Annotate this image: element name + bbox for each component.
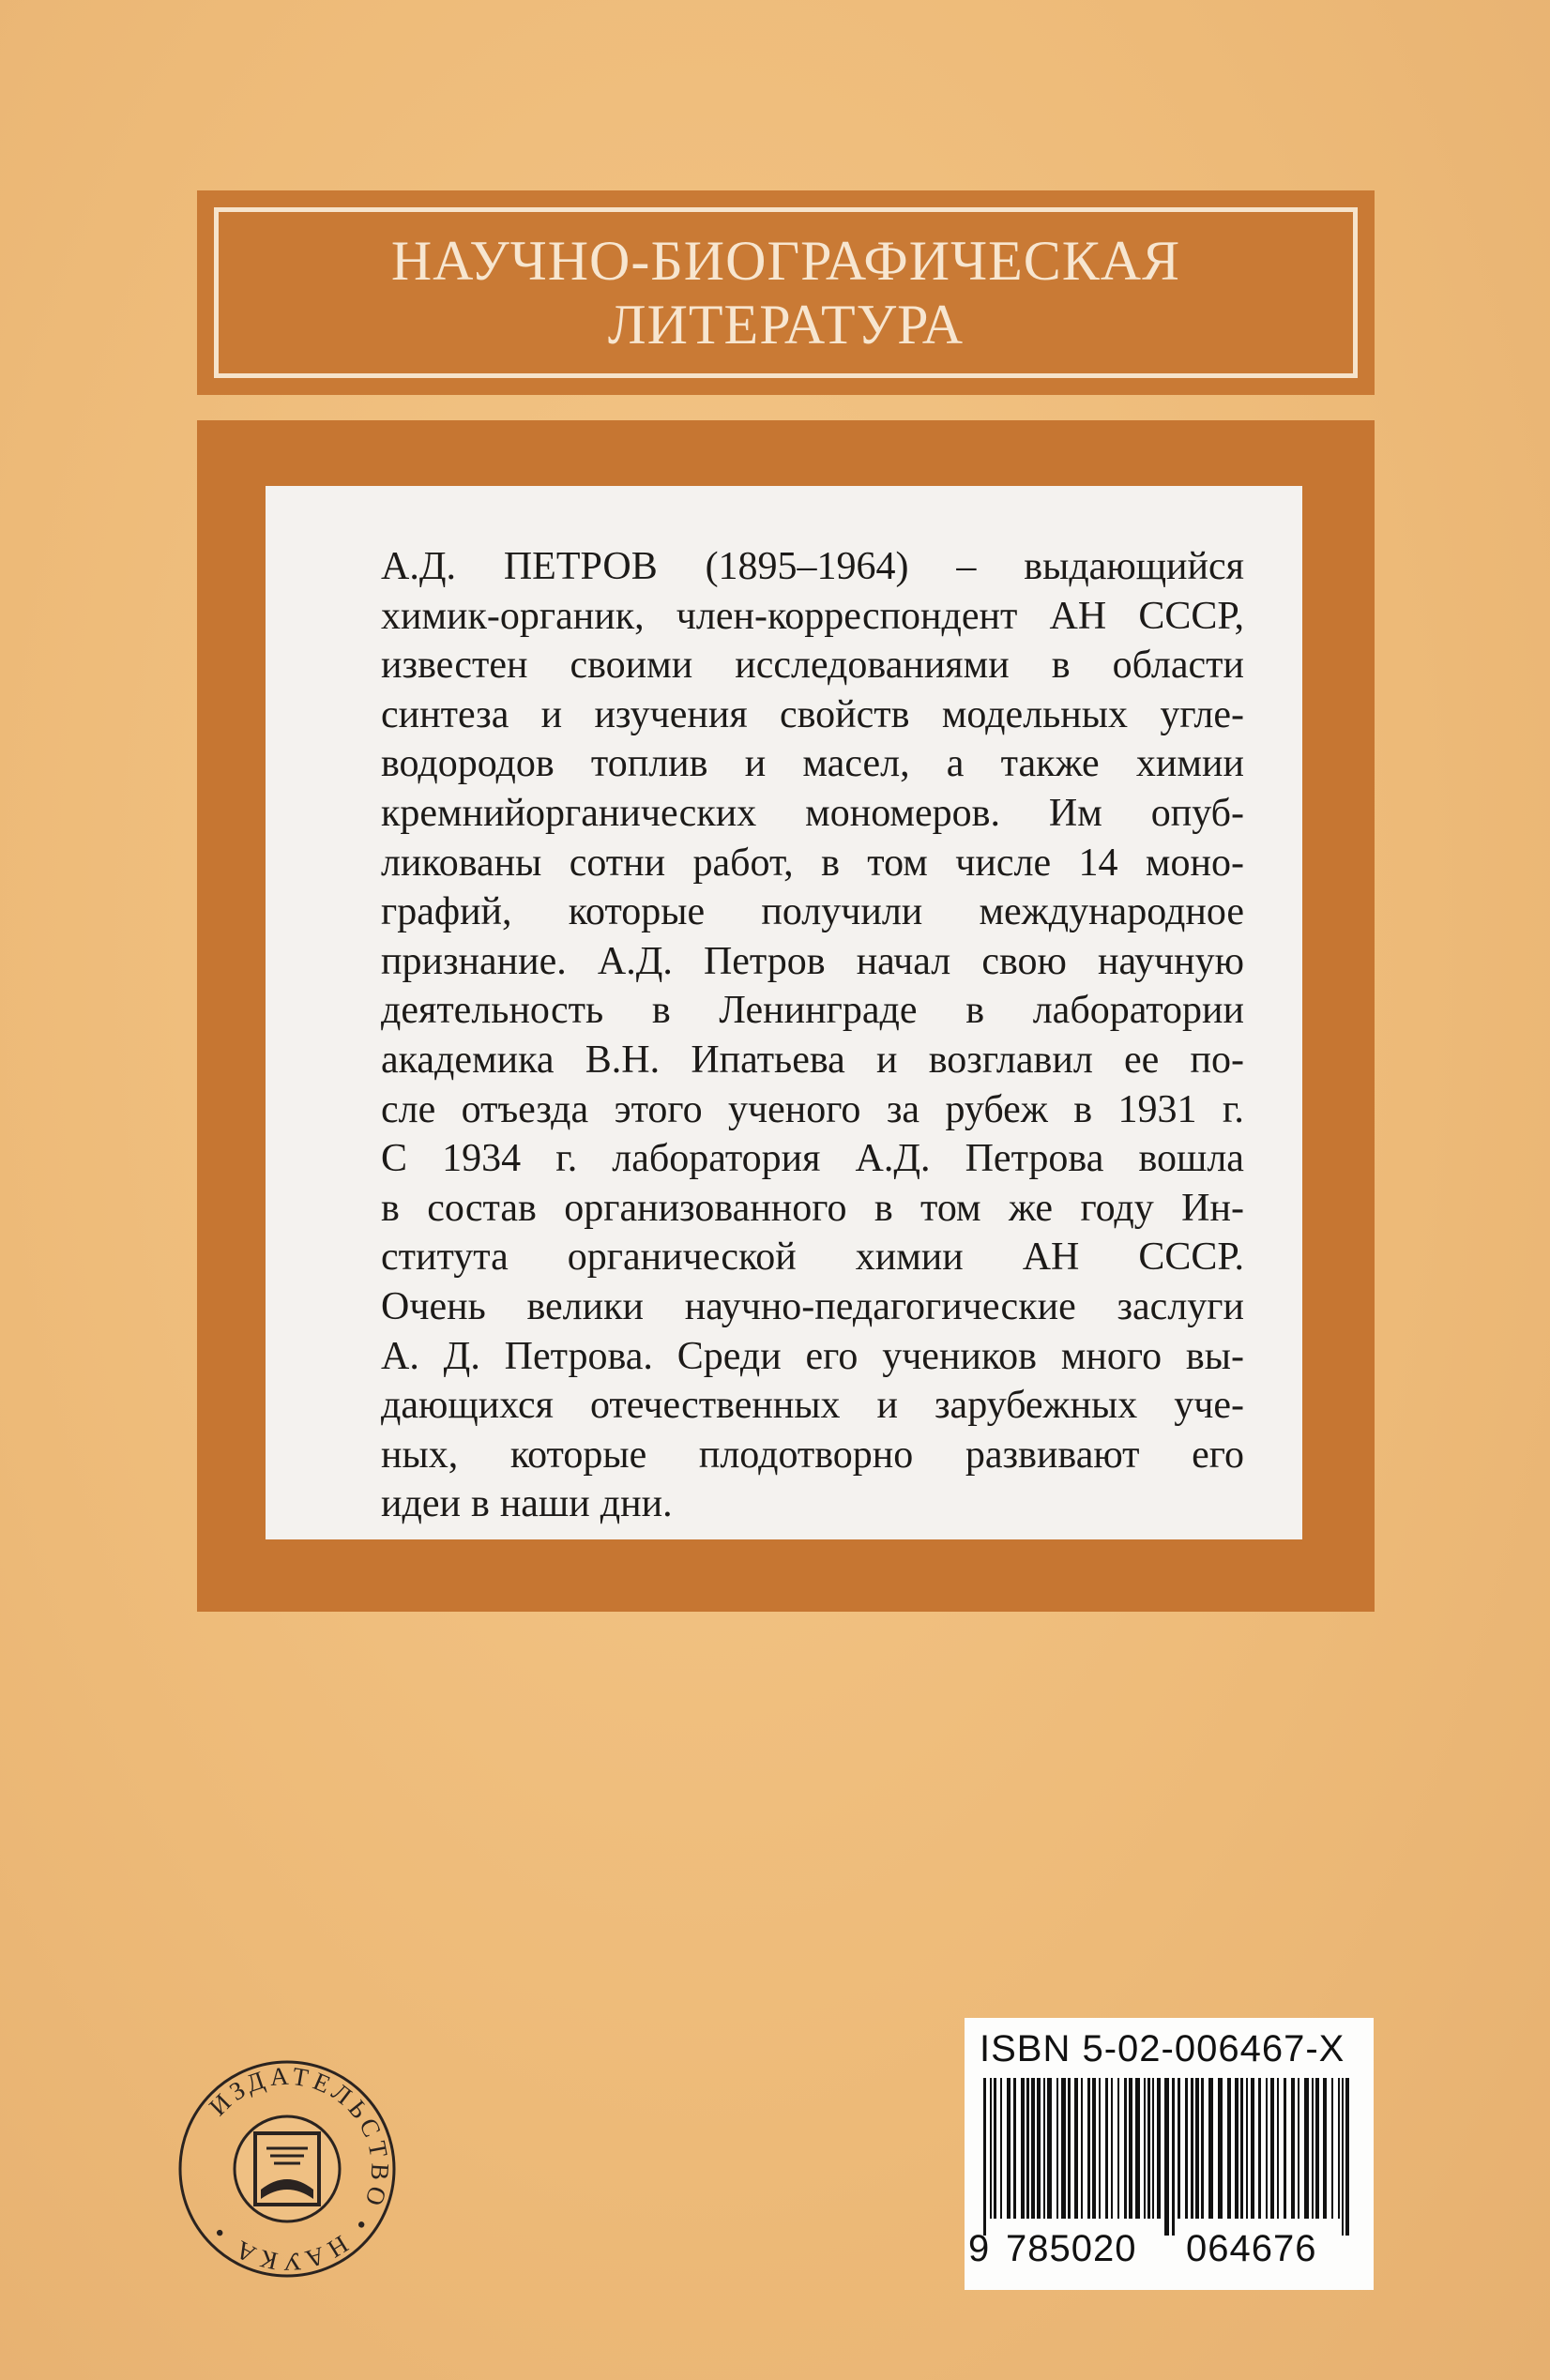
barcode-bar bbox=[1208, 2078, 1213, 2219]
barcode-bar bbox=[1124, 2078, 1127, 2219]
ean-first-digit: 9 bbox=[968, 2228, 991, 2269]
barcode-bar bbox=[1105, 2078, 1108, 2219]
barcode-bar bbox=[1298, 2078, 1299, 2219]
seal-ring-text: ИЗДАТЕЛЬСТВО • НАУКА • bbox=[203, 2061, 395, 2277]
barcode-bar bbox=[1061, 2078, 1066, 2219]
barcode-bar bbox=[1277, 2078, 1279, 2219]
isbn-barcode-box bbox=[965, 2018, 1374, 2290]
barcode-bar bbox=[1227, 2078, 1231, 2219]
ean-right-group: 064676 bbox=[1186, 2228, 1317, 2269]
barcode-bar bbox=[1164, 2078, 1169, 2236]
barcode-bar bbox=[1037, 2078, 1041, 2219]
annotation-line: ститута органической химии АН СССР. bbox=[381, 1235, 1244, 1280]
barcode-bar bbox=[1074, 2078, 1078, 2219]
barcode-bar bbox=[994, 2078, 996, 2219]
barcode-bar bbox=[1345, 2078, 1349, 2236]
annotation-line: А. Д. Петрова. Среди его учеников много вы- bbox=[381, 1334, 1244, 1378]
barcode-bar bbox=[1092, 2078, 1096, 2219]
barcode-bar bbox=[1056, 2078, 1058, 2219]
barcode-bar bbox=[1338, 2078, 1340, 2219]
barcode-bar bbox=[1246, 2078, 1248, 2219]
barcode-bar bbox=[1013, 2078, 1016, 2219]
barcode-bar bbox=[1291, 2078, 1295, 2219]
barcode-bar bbox=[1323, 2078, 1327, 2219]
annotation-line: синтеза и изучения свойств модельных угле- bbox=[381, 692, 1244, 736]
barcode-bar bbox=[1235, 2078, 1238, 2219]
annotation-line: Очень велики научно-педагогические заслуги bbox=[381, 1284, 1244, 1328]
barcode-bar bbox=[1331, 2078, 1333, 2219]
barcode-bar bbox=[1047, 2078, 1052, 2219]
annotation-card bbox=[266, 486, 1302, 1539]
barcode-bar bbox=[1240, 2078, 1243, 2219]
annotation-line: известен своими исследованиями в области bbox=[381, 644, 1244, 688]
barcode-bar bbox=[1315, 2078, 1319, 2219]
barcode-bar bbox=[1172, 2078, 1175, 2236]
barcode-bar bbox=[1157, 2078, 1161, 2219]
barcode-bar bbox=[1178, 2078, 1180, 2219]
barcode-bar bbox=[990, 2078, 992, 2219]
annotation-line: кремнийорганических мономеров. Им опуб- bbox=[381, 791, 1244, 835]
barcode-bar bbox=[1266, 2078, 1268, 2219]
series-title-line-2: ЛИТЕРАТУРА bbox=[607, 294, 965, 356]
barcode-bar bbox=[1068, 2078, 1071, 2219]
barcode-bar bbox=[1152, 2078, 1154, 2219]
barcode-bar bbox=[1117, 2078, 1119, 2219]
barcode-bar bbox=[1021, 2078, 1025, 2219]
annotation-line: признание. А.Д. Петров начал свою научную bbox=[381, 939, 1244, 983]
barcode-bar bbox=[1144, 2078, 1146, 2219]
annotation-line: водородов топлив и масел, а также химии bbox=[381, 742, 1244, 786]
series-banner-frame bbox=[214, 207, 1358, 378]
barcode-bar bbox=[1007, 2078, 1011, 2219]
series-banner bbox=[197, 190, 1375, 395]
barcode-bar bbox=[1195, 2078, 1199, 2219]
barcode-bar bbox=[1135, 2078, 1140, 2219]
annotation-line: идеи в наши дни. bbox=[381, 1482, 673, 1526]
series-title-line-1: НАУЧНО-БИОГРАФИЧЕСКАЯ bbox=[390, 230, 1181, 292]
annotation-line: С 1934 г. лаборатория А.Д. Петрова вошла bbox=[381, 1137, 1244, 1181]
barcode-bar bbox=[1284, 2078, 1286, 2219]
publisher-seal-svg bbox=[176, 2058, 398, 2280]
barcode-bar bbox=[1312, 2078, 1314, 2219]
barcode-bar bbox=[1342, 2078, 1344, 2236]
barcode-bar bbox=[1185, 2078, 1188, 2219]
annotation-line: ных, которые плодотворно развивают его bbox=[381, 1433, 1244, 1477]
barcode-bar bbox=[1111, 2078, 1113, 2219]
annotation-line: в состав организованного в том же году Ин- bbox=[381, 1186, 1244, 1230]
barcode-bar bbox=[1099, 2078, 1101, 2219]
barcode-bar bbox=[1129, 2078, 1132, 2219]
barcode-bar bbox=[1304, 2078, 1309, 2219]
barcode-bar bbox=[1043, 2078, 1045, 2219]
ean-left-group: 785020 bbox=[1006, 2228, 1137, 2269]
isbn-label: ISBN 5-02-006467-X bbox=[980, 2028, 1345, 2069]
annotation-line: академика В.Н. Ипатьева и возглавил ее по- bbox=[381, 1038, 1244, 1082]
barcode-bar bbox=[1270, 2078, 1274, 2219]
barcode-bar bbox=[1087, 2078, 1090, 2219]
barcode-bar bbox=[1000, 2078, 1002, 2219]
barcode-bar bbox=[1251, 2078, 1254, 2219]
barcode-icon bbox=[980, 2078, 1359, 2236]
barcode-bar bbox=[1218, 2078, 1223, 2219]
annotation-line: ликованы сотни работ, в том числе 14 моно- bbox=[381, 841, 1244, 885]
barcode-bar bbox=[1258, 2078, 1261, 2219]
annotation-line: сле отъезда этого ученого за рубеж в 1931 г. bbox=[381, 1087, 1244, 1131]
annotation-line: деятельность в Ленинграде в лаборатории bbox=[381, 989, 1244, 1033]
barcode-bar bbox=[1191, 2078, 1193, 2219]
annotation-text bbox=[381, 542, 1244, 1529]
annotation-line: дающихся отечественных и зарубежных уче- bbox=[381, 1384, 1244, 1428]
barcode-bar bbox=[1026, 2078, 1029, 2219]
ean-digits bbox=[968, 2228, 1362, 2275]
nauka-publisher-seal-icon bbox=[176, 2058, 398, 2280]
annotation-line: химик-органик, член-корреспондент АН СССР, bbox=[381, 594, 1244, 638]
barcode-bar bbox=[1201, 2078, 1204, 2219]
barcode-bar bbox=[1147, 2078, 1150, 2219]
barcode-bar bbox=[983, 2078, 986, 2236]
annotation-line: графий, которые получили международное bbox=[381, 890, 1244, 934]
annotation-line: А.Д. ПЕТРОВ (1895–1964) – выдающийся bbox=[381, 545, 1244, 588]
barcode-bar bbox=[1081, 2078, 1083, 2219]
annotation-panel bbox=[197, 420, 1375, 1612]
barcode-bar bbox=[1031, 2078, 1035, 2219]
